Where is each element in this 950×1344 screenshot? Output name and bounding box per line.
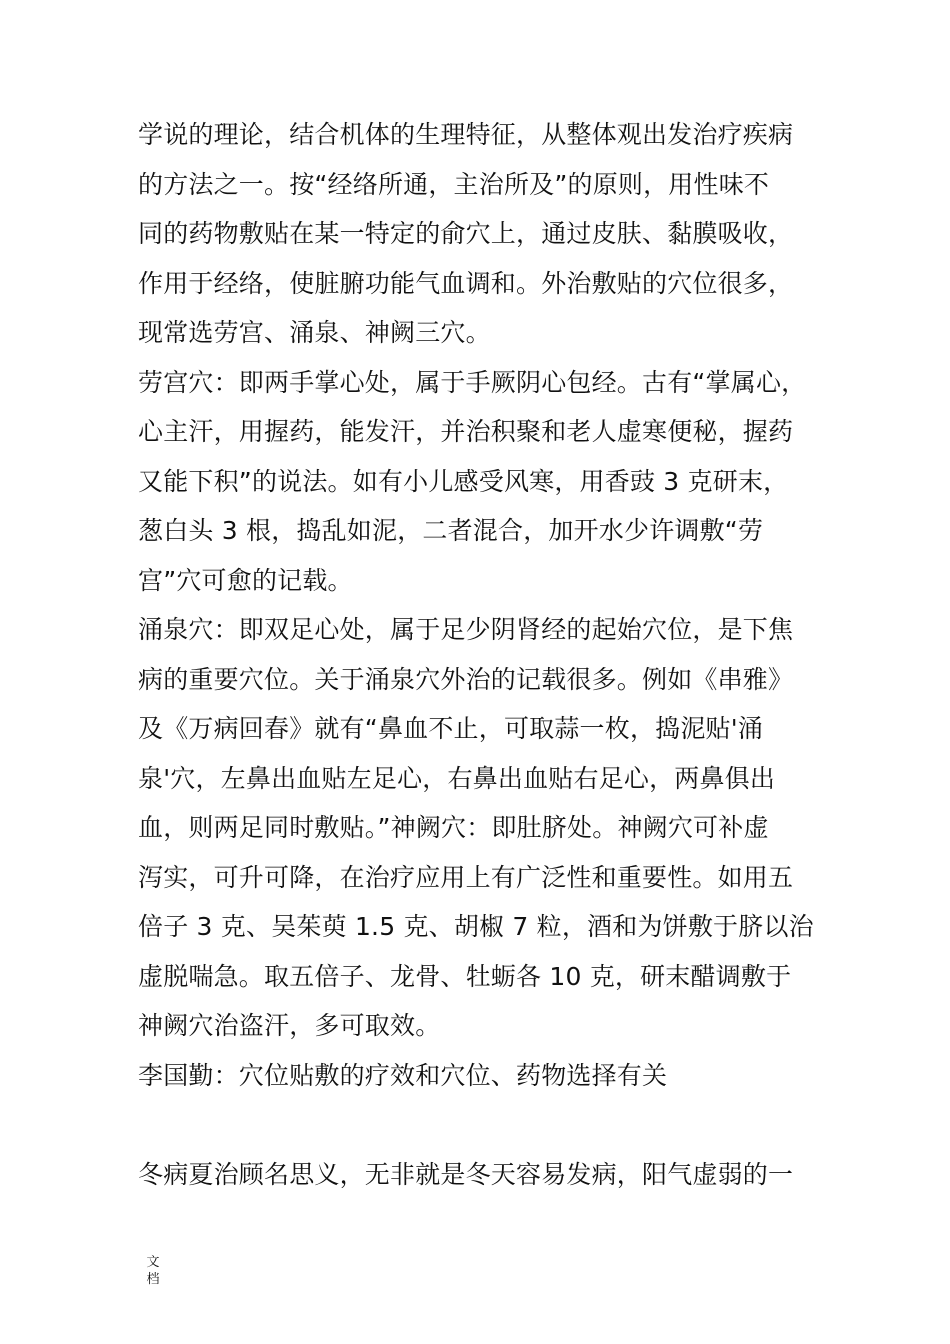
text-line: 宫”穴可愈的记载。 (138, 565, 353, 595)
text-line: 作用于经络，使脏腑功能气血调和。外治敷贴的穴位很多， (138, 268, 794, 298)
footer-char: 文 (146, 1255, 160, 1270)
text-line: 又能下积”的说法。如有小儿感受风寒，用香豉 3 克研末， (138, 466, 789, 496)
text-line: 血，则两足同时敷贴。”神阙穴：即肚脐处。神阙穴可补虚 (138, 813, 769, 842)
text-line: 神阙穴治盗汗，多可取效。 (138, 1011, 441, 1040)
text-line: 虚脱喘急。取五倍子、龙骨、牡蛎各 10 克，研末醋调敷于 (138, 961, 792, 991)
text-line: 的方法之一。按“经络所通，主治所及”的原则，用性味不 (138, 169, 770, 199)
text-line: 泉'穴，左鼻出血贴左足心，右鼻出血贴右足心，两鼻俱出 (138, 763, 776, 793)
text-line: 学说的理论，结合机体的生理特征，从整体观出发治疗疾病 (138, 120, 794, 149)
text-line: 劳宫穴：即两手掌心处，属于手厥阴心包经。古有“掌属心， (138, 367, 807, 397)
footer-char: 档 (146, 1272, 160, 1287)
text-line: 倍子 3 克、吴茱萸 1.5 克、胡椒 7 粒，酒和为饼敷于脐以治 (138, 912, 814, 941)
text-line: 心主汗，用握药，能发汗，并治积聚和老人虚寒便秘，握药 (138, 417, 794, 446)
section-heading: 李国勤：穴位贴敷的疗效和穴位、药物选择有关 (138, 1060, 668, 1090)
text-line: 现常选劳宫、涌泉、神阙三穴。 (138, 318, 491, 347)
footer-label (145, 1254, 161, 1288)
text-line: 冬病夏治顾名思义，无非就是冬天容易发病，阳气虚弱的一 (138, 1159, 794, 1189)
blank-line (138, 1100, 818, 1150)
text-line: 葱白头 3 根，捣乱如泥，二者混合，加开水少许调敷“劳 (138, 516, 764, 545)
text-line: 同的药物敷贴在某一特定的俞穴上，通过皮肤、黏膜吸收， (138, 219, 794, 248)
text-line: 涌泉穴：即双足心处，属于足少阴肾经的起始穴位，是下焦 (138, 615, 794, 644)
text-line: 及《万病回春》就有“鼻血不止，可取蒜一枚，捣泥贴'涌 (138, 714, 764, 743)
body-text (138, 110, 818, 1199)
text-line: 泻实，可升可降，在治疗应用上有广泛性和重要性。如用五 (138, 862, 794, 892)
text-line: 病的重要穴位。关于涌泉穴外治的记载很多。例如《串雅》 (138, 664, 794, 694)
